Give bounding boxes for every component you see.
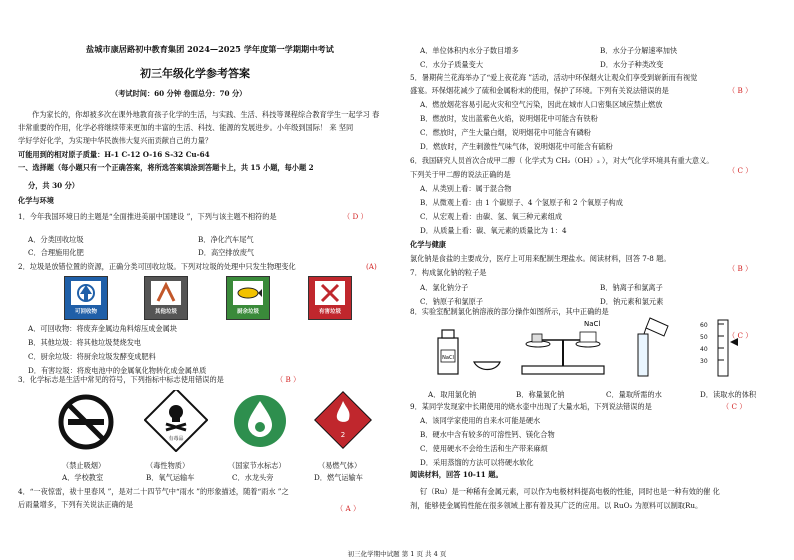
q4-stem: 4．“一夜惊雷，祓十里春风 ”，是对二十四节气中“雨水 ”的形象描述，随着“雨水 ”之 <box>18 487 289 496</box>
q5-answer: （ B ） <box>728 86 753 95</box>
page-footer: 初三化学期中试题 第 1 页 共 4 页 <box>347 550 447 558</box>
q9-option-a: A．该同学家使用的自来水可能是硬水 <box>420 416 541 425</box>
left-column <box>18 0 390 545</box>
reading-line-1: 钌（Ru）是一种稀有金属元素，可以作为电极材料提高电极的性能，同时也是一种有效的催 化 <box>420 487 720 496</box>
q4-option-d: D．水分子种类改变 <box>600 60 664 69</box>
reading-line-2: 剂，能够使金属钨性能在很多领域上都有着及其广泛的应用。以 RuO₂ 为原料可以制取Ru。 <box>410 501 703 510</box>
right-column <box>410 0 780 545</box>
q1-stem: 1．今年我国环境日的主题是“全面推进美丽中国建设 ”，下列与该主题不相符的是 <box>18 212 277 221</box>
page-title: 初三年级化学参考答案 <box>140 67 250 80</box>
svg-text:NaCl: NaCl <box>584 320 601 328</box>
q8-option-d: D．读取水的体积 <box>700 390 757 399</box>
balance-figure <box>518 314 608 380</box>
recyclable-label: 可回收物 <box>74 309 97 316</box>
school-header: 盐城市康居路初中教育集团 2024—2025 学年度第一学期期中考试 <box>86 44 334 54</box>
q4-option-c: C．水分子质量变大 <box>420 60 484 69</box>
q7-option-d: D．钠元素和氯元素 <box>600 297 664 306</box>
graduated-cylinder-figure <box>694 318 742 378</box>
section-health: 化学与健康 <box>410 240 446 249</box>
q3-option-a: A．学校教室 <box>62 473 104 482</box>
q8-option-b: B．称量氯化钠 <box>516 390 565 399</box>
hazardous-label: 有害垃圾 <box>318 309 341 316</box>
recyclable-bin-sign <box>64 276 108 320</box>
kitchen-waste-label: 厨余垃圾 <box>236 309 259 316</box>
svg-text:NaCl: NaCl <box>442 355 454 361</box>
q8-option-c: C．量取所需的水 <box>606 390 662 399</box>
q1-answer: （ D ） <box>343 212 368 221</box>
health-material: 氯化钠是食盐的主要成分，医疗上可用来配制生理盐水。阅读材料，回答 7-8 题。 <box>410 254 671 263</box>
q3-option-b: B．氧气运输车 <box>146 473 195 482</box>
q9-option-c: C．使用硬水不会给生活和生产带来麻烦 <box>420 444 548 453</box>
section-environment: 化学与环境 <box>18 196 54 205</box>
q7-stem: 7．构成氯化钠的粒子是 <box>410 268 487 277</box>
atomic-masses: 可能用到的相对原子质量：H-1 C-12 O-16 S-32 Cu-64 <box>18 150 210 159</box>
q9-option-b: B．硬水中含有较多的可溶性钙、镁化合物 <box>420 430 555 439</box>
q3-caption-4: （易燃气体） <box>318 461 362 470</box>
q3-caption-1: （禁止吸烟） <box>62 461 106 470</box>
q4-option-a: A．单位体积内水分子数目增多 <box>420 46 519 55</box>
water-saving-sign <box>230 391 290 451</box>
q7-option-a: A．氯化钠分子 <box>420 283 469 292</box>
q6-stem-2: 下列关于甲二醇的说法正确的是 <box>410 170 511 179</box>
section1-title: 一、选择题（每小题只有一个正确答案，将所选答案填涂到答题卡上，共 15 小题，每小题 2 <box>18 163 314 172</box>
q2-option-d: D．有害垃圾：将废电池中的金属氧化物转化成金属单质 <box>28 366 207 375</box>
q6-option-b: B．从微观上看：由 1 个碳原子、4 个氢原子和 2 个氧原子构成 <box>420 198 623 207</box>
reading-title: 阅读材料，回答 10-11 题。 <box>410 470 503 479</box>
q9-option-d: D．采用蒸馏的方法可以将硬水软化 <box>420 458 534 467</box>
cylinder-ticks: 60 50 40 30 <box>700 322 708 365</box>
q9-answer: （ C ） <box>722 402 747 411</box>
q7-option-b: B．钠离子和氯离子 <box>600 283 663 292</box>
q6-option-d: D．从质量上看：碳、氧元素的质量比为 1：4 <box>420 226 567 235</box>
q8-stem: 8．实验室配制氯化钠溶液的部分操作如图所示，其中正确的是 <box>410 307 609 316</box>
svg-text:2: 2 <box>340 431 346 439</box>
q2-option-a: A．可回收物：将废弃金属边角料熔压成金属块 <box>28 324 177 333</box>
q6-option-c: C．从宏观上看：由碳、氢、氧三种元素组成 <box>420 212 563 221</box>
hazardous-bin-sign <box>308 276 352 320</box>
q5-stem-2: 盛宴。环保烟花减少了硫和金属粉末的使用，保护了环境。下列有关说法错误的是 <box>410 86 669 95</box>
section1-title-2: 分，共 30 分） <box>28 181 79 190</box>
flammable-gas-sign <box>312 389 374 451</box>
intro-line-3: 学好学好化学，为实现中华民族伟大复兴而贡献自己的力量？ <box>18 136 213 145</box>
q3-option-c: C．水龙头旁 <box>232 473 274 482</box>
other-waste-label: 其他垃圾 <box>154 309 177 316</box>
q2-option-c: C．厨余垃圾：将厨余垃圾发酵变成肥料 <box>28 352 156 361</box>
q6-answer: （ C ） <box>728 166 753 175</box>
q6-stem: 6．我国研究人员首次合成甲二醇（ 化学式为 CH₂（OH）₂ ），对大气化学环境具有重大意义。 <box>410 156 714 165</box>
q3-option-d: D．燃气运输车 <box>314 473 363 482</box>
toxic-substance-sign <box>144 390 208 452</box>
other-waste-bin-sign <box>144 276 188 320</box>
q4-stem-2: 后雨量增多，下列有关说法正确的是 <box>18 500 134 509</box>
no-smoking-sign <box>54 392 118 452</box>
q2-option-b: B．其他垃圾：将其他垃圾焚烧发电 <box>28 338 142 347</box>
q1-option-c: C．合理施用化肥 <box>28 248 84 257</box>
q5-option-d: D．燃放时，产生刺激性气味气体，说明烟花中可能含有硫粉 <box>420 142 613 151</box>
q5-option-c: C．燃放时，产生大量白烟，说明烟花中可能含有磷粉 <box>420 128 591 137</box>
q8-answer: （ C ） <box>728 331 753 340</box>
q7-option-c: C．钠原子和氯原子 <box>420 297 484 306</box>
kitchen-waste-bin-sign <box>226 276 270 320</box>
intro-line-2: 非常重要的作用，化学必将继续带来更加的丰富的生活、科技、能源的发展进步。小年级到国际！ 来 坚同 <box>18 123 354 132</box>
q5-stem: 5．暑期荷兰花海举办了“爱上夜花海 ”活动，活动中环保烟火让观众们享受到崭新而有视觉 <box>410 73 698 82</box>
q4-option-b: B．水分子分解速率加快 <box>600 46 678 55</box>
q1-option-d: D．高空排放废气 <box>198 248 255 257</box>
q1-option-b: B．净化汽车尾气 <box>198 235 254 244</box>
q6-option-a: A．从类别上看：属于混合物 <box>420 184 512 193</box>
q3-caption-2: （毒性物质） <box>146 461 190 470</box>
q5-option-a: A．燃放烟花容易引起火灾和空气污染，因此在城市人口密集区域应禁止燃放 <box>420 100 663 109</box>
intro-line-1: 作为家长的，你却被多次在课外地教育孩子化学的生活，与实践、生活、科技等课程综合教育学生一起学习 春 <box>32 110 380 119</box>
q9-stem: 9．某同学发现家中长期使用的烧水壶中出现了大量水垢，下列说法错误的是 <box>410 402 652 411</box>
q4-answer: （ A ） <box>336 504 361 513</box>
q3-stem: 3．化学标志是生活中常见的符号，下列指标中标志使用错误的是 <box>18 375 224 384</box>
q2-answer: (A) <box>366 262 377 271</box>
toxic-sign-text: 有毒品 <box>168 436 184 442</box>
q1-option-a: A．分类回收垃圾 <box>28 235 84 244</box>
q5-option-b: B．燃放时，发出蓝紫色火焰，说明烟花中可能含有铁粉 <box>420 114 598 123</box>
q3-answer: （ B ） <box>276 375 301 384</box>
nacl-bottle-label <box>444 364 457 371</box>
exam-info: （考试时间：60 分钟 卷面总分：70 分） <box>111 89 247 98</box>
pouring-water-figure <box>620 314 670 380</box>
q8-option-a: A．取用氯化钠 <box>428 390 477 399</box>
q7-answer: （ B ） <box>728 264 753 273</box>
q3-caption-3: （国家节水标志） <box>228 461 286 470</box>
q2-stem: 2．垃圾是放错位置的资源，正确分类可回收垃圾。下列对垃圾的处理中只发生物理变化 <box>18 262 296 271</box>
